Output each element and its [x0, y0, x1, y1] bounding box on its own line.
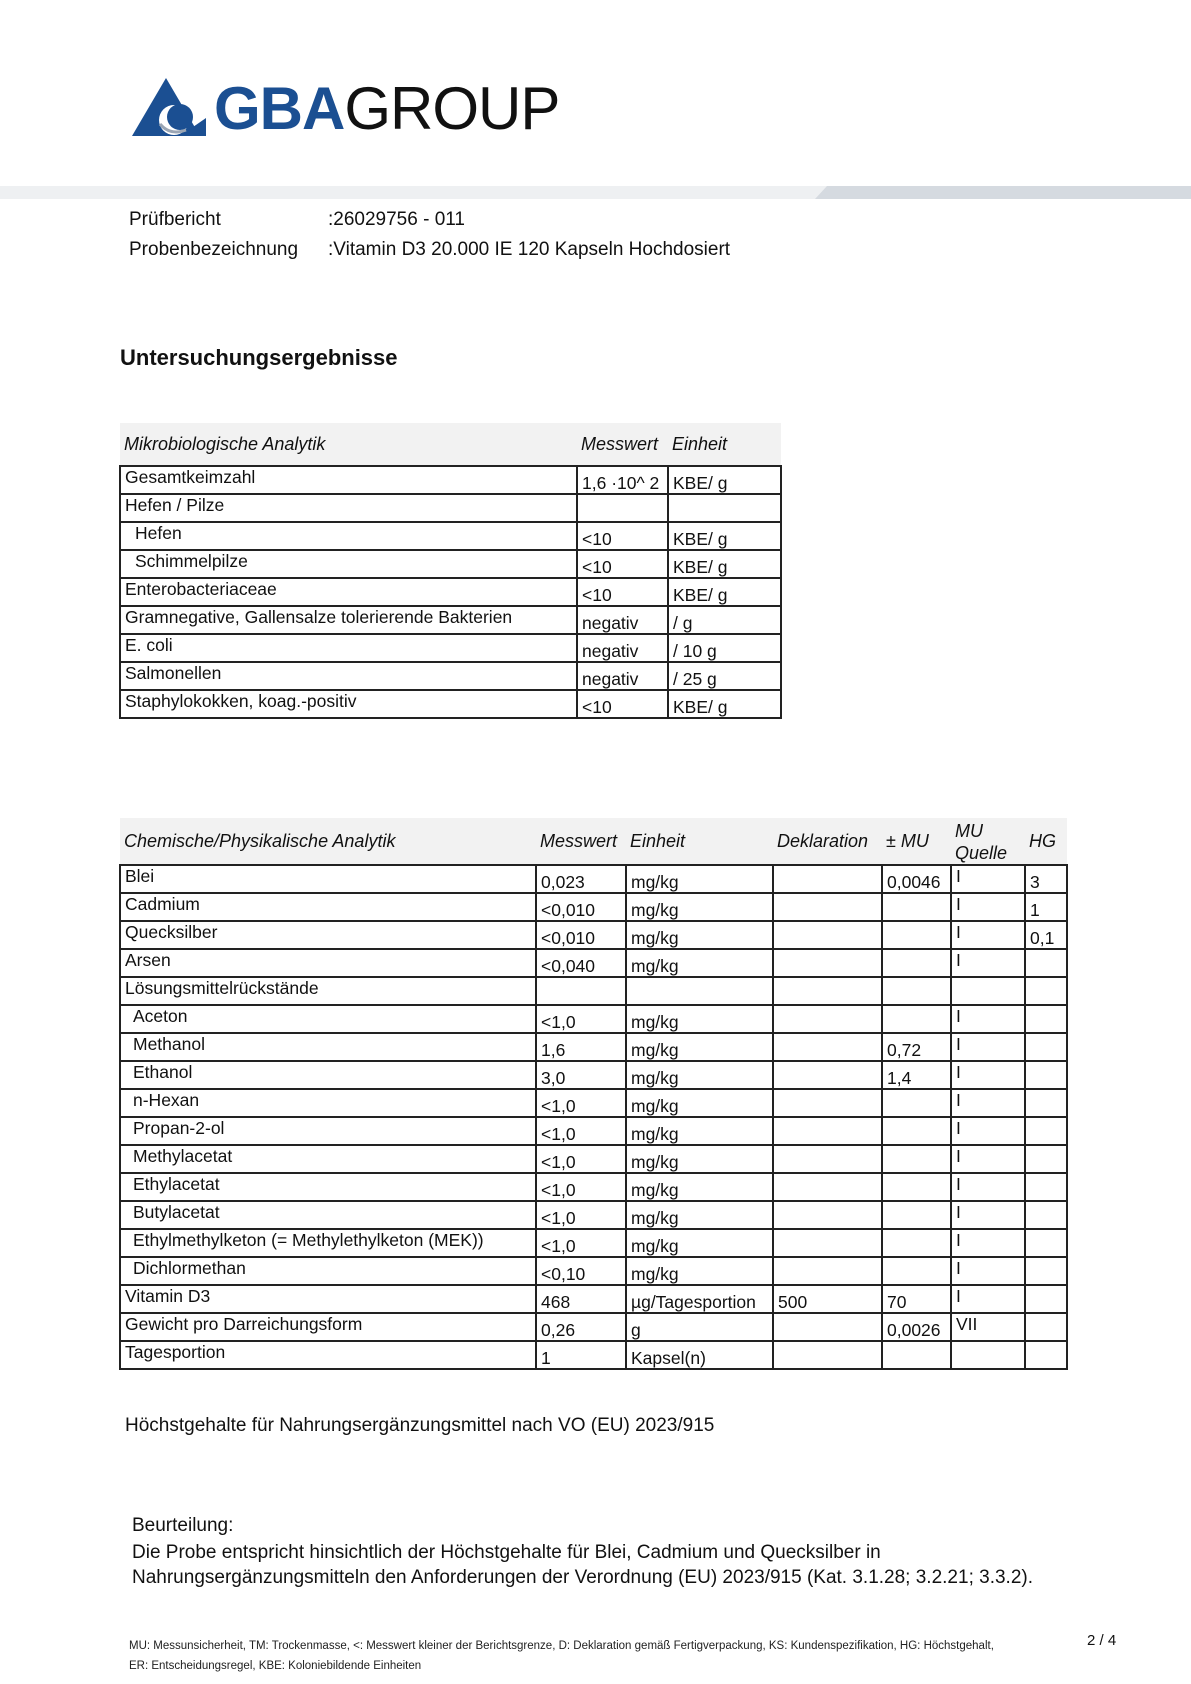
row-declaration	[773, 865, 882, 893]
row-mu	[882, 1005, 951, 1033]
footer-legend: MU: Messunsicherheit, TM: Trockenmasse, <: Messwert kleiner der Berichtsgrenze, D: Deklaration gemäß Fertigverpackung, KS: Kundenspezifikation, HG: Höchstgehalt, ER: Entscheidungsregel, KBE: Koloniebildende Einheiten	[129, 1640, 994, 1672]
row-mu-source: I	[951, 1061, 1025, 1089]
chem-header-decl: Deklaration	[773, 818, 882, 865]
row-value: <10	[577, 522, 668, 550]
row-hg	[1025, 1285, 1067, 1313]
row-mu: 0,0046	[882, 865, 951, 893]
row-mu-source: I	[951, 1145, 1025, 1173]
row-name: Ethylacetat	[120, 1173, 536, 1201]
table-row	[120, 634, 781, 662]
row-mu-source: I	[951, 1089, 1025, 1117]
row-value	[536, 977, 626, 1005]
logo-light: GROUP	[344, 75, 560, 142]
page-number: 2 / 4	[1087, 1632, 1117, 1649]
row-unit: mg/kg	[626, 1145, 773, 1173]
row-name: Blei	[120, 865, 536, 893]
row-mu-source: I	[951, 1201, 1025, 1229]
row-declaration	[773, 977, 882, 1005]
row-value: 3,0	[536, 1061, 626, 1089]
row-unit: KBE/ g	[668, 466, 781, 494]
row-mu	[882, 1257, 951, 1285]
row-hg	[1025, 949, 1067, 977]
row-unit	[668, 494, 781, 522]
row-name: Ethanol	[120, 1061, 536, 1089]
row-declaration	[773, 1033, 882, 1061]
table-row	[120, 1257, 1067, 1285]
row-mu-source: VII	[951, 1313, 1025, 1341]
header-band-accent	[815, 186, 1191, 199]
table-row	[120, 1089, 1067, 1117]
row-mu-source	[951, 1341, 1025, 1369]
row-name: Aceton	[120, 1005, 536, 1033]
row-declaration	[773, 1341, 882, 1369]
row-hg	[1025, 1005, 1067, 1033]
chem-header-row	[120, 818, 1067, 865]
row-unit: mg/kg	[626, 1089, 773, 1117]
row-mu: 0,72	[882, 1033, 951, 1061]
row-unit: Kapsel(n)	[626, 1341, 773, 1369]
assessment-label: Beurteilung:	[132, 1515, 234, 1536]
row-value: <1,0	[536, 1005, 626, 1033]
chem-table	[119, 818, 1068, 1370]
row-value: <10	[577, 578, 668, 606]
table-row	[120, 1173, 1067, 1201]
row-mu-source: I	[951, 1257, 1025, 1285]
table-row	[120, 662, 781, 690]
row-hg	[1025, 977, 1067, 1005]
row-mu-source: I	[951, 1033, 1025, 1061]
row-mu	[882, 1201, 951, 1229]
row-name: Quecksilber	[120, 921, 536, 949]
table-row	[120, 1285, 1067, 1313]
row-mu	[882, 1117, 951, 1145]
table-row	[120, 1313, 1067, 1341]
row-unit: mg/kg	[626, 1173, 773, 1201]
row-mu-source	[951, 977, 1025, 1005]
row-mu-source: I	[951, 1117, 1025, 1145]
row-hg	[1025, 1033, 1067, 1061]
row-name: Tagesportion	[120, 1341, 536, 1369]
row-declaration	[773, 893, 882, 921]
row-name: Enterobacteriaceae	[120, 578, 577, 606]
row-declaration	[773, 1257, 882, 1285]
chem-header-mu-source: MU Quelle	[951, 818, 1025, 865]
table-row	[120, 1117, 1067, 1145]
row-mu-source: I	[951, 949, 1025, 977]
row-value: 1	[536, 1341, 626, 1369]
row-declaration	[773, 1229, 882, 1257]
row-value: 0,26	[536, 1313, 626, 1341]
row-name: Vitamin D3	[120, 1285, 536, 1313]
row-name: Arsen	[120, 949, 536, 977]
row-value: <1,0	[536, 1201, 626, 1229]
report-label: Prüfbericht	[129, 209, 221, 230]
row-name: Hefen	[120, 522, 577, 550]
micro-header-row	[120, 423, 781, 466]
row-mu	[882, 1173, 951, 1201]
row-value: <1,0	[536, 1229, 626, 1257]
row-value: 1,6 ·10^ 2	[577, 466, 668, 494]
row-unit: mg/kg	[626, 1257, 773, 1285]
row-hg	[1025, 1257, 1067, 1285]
row-hg: 3	[1025, 865, 1067, 893]
row-hg: 1	[1025, 893, 1067, 921]
row-unit: mg/kg	[626, 865, 773, 893]
section-title: Untersuchungsergebnisse	[120, 345, 398, 370]
row-hg	[1025, 1089, 1067, 1117]
row-hg	[1025, 1313, 1067, 1341]
row-mu-source: I	[951, 1229, 1025, 1257]
row-mu-source: I	[951, 1285, 1025, 1313]
row-declaration	[773, 921, 882, 949]
row-unit: mg/kg	[626, 1033, 773, 1061]
table-row	[120, 1005, 1067, 1033]
row-declaration	[773, 1313, 882, 1341]
row-value: <0,040	[536, 949, 626, 977]
row-value: 1,6	[536, 1033, 626, 1061]
table-row	[120, 949, 1067, 977]
row-unit: KBE/ g	[668, 550, 781, 578]
row-value: <1,0	[536, 1173, 626, 1201]
micro-table	[119, 423, 782, 719]
logo-bold: GBA	[214, 75, 345, 142]
row-name: Butylacetat	[120, 1201, 536, 1229]
row-unit: mg/kg	[626, 1061, 773, 1089]
row-unit	[626, 977, 773, 1005]
row-unit: mg/kg	[626, 1005, 773, 1033]
chem-header-mu: ± MU	[882, 818, 951, 865]
row-value	[577, 494, 668, 522]
row-name: Propan-2-ol	[120, 1117, 536, 1145]
row-unit: g	[626, 1313, 773, 1341]
row-name: Gesamtkeimzahl	[120, 466, 577, 494]
row-name: Methanol	[120, 1033, 536, 1061]
row-mu: 1,4	[882, 1061, 951, 1089]
table-row	[120, 606, 781, 634]
row-declaration	[773, 1145, 882, 1173]
table-row	[120, 977, 1067, 1005]
row-value: negativ	[577, 634, 668, 662]
chem-header-hg: HG	[1025, 818, 1067, 865]
row-unit: / g	[668, 606, 781, 634]
row-unit: mg/kg	[626, 893, 773, 921]
row-mu	[882, 893, 951, 921]
row-value: 468	[536, 1285, 626, 1313]
table-row	[120, 522, 781, 550]
row-mu-source: I	[951, 1005, 1025, 1033]
table-row	[120, 921, 1067, 949]
table-row	[120, 1201, 1067, 1229]
report-value: :26029756 - 011	[328, 209, 465, 230]
chem-header-unit: Einheit	[626, 818, 773, 865]
row-mu	[882, 1229, 951, 1257]
assessment-text: Die Probe entspricht hinsichtlich der Höchstgehalte für Blei, Cadmium und Quecksilber in Nahrungsergänzungsmitteln den Anforderungen der Verordnung (EU) 2023/915 (Kat. 3.1.28; 3.2.21; 3.3.2).	[132, 1542, 1033, 1588]
row-hg	[1025, 1117, 1067, 1145]
row-value: <1,0	[536, 1145, 626, 1173]
table-row	[120, 690, 781, 718]
row-mu: 70	[882, 1285, 951, 1313]
row-hg	[1025, 1173, 1067, 1201]
row-hg	[1025, 1201, 1067, 1229]
row-declaration	[773, 1061, 882, 1089]
row-declaration: 500	[773, 1285, 882, 1313]
row-unit: mg/kg	[626, 1117, 773, 1145]
row-mu	[882, 921, 951, 949]
row-mu	[882, 1145, 951, 1173]
row-value: <1,0	[536, 1117, 626, 1145]
row-hg: 0,1	[1025, 921, 1067, 949]
row-hg	[1025, 1341, 1067, 1369]
row-unit: / 25 g	[668, 662, 781, 690]
row-value: <0,10	[536, 1257, 626, 1285]
row-unit: KBE/ g	[668, 578, 781, 606]
row-hg	[1025, 1145, 1067, 1173]
row-name: Lösungsmittelrückstände	[120, 977, 536, 1005]
row-name: n-Hexan	[120, 1089, 536, 1117]
row-value: <1,0	[536, 1089, 626, 1117]
row-name: Methylacetat	[120, 1145, 536, 1173]
row-unit: mg/kg	[626, 1229, 773, 1257]
row-declaration	[773, 1201, 882, 1229]
row-name: Cadmium	[120, 893, 536, 921]
micro-header-name: Mikrobiologische Analytik	[120, 423, 577, 466]
row-mu	[882, 1341, 951, 1369]
row-unit: / 10 g	[668, 634, 781, 662]
row-name: Hefen / Pilze	[120, 494, 577, 522]
row-mu	[882, 1089, 951, 1117]
row-mu: 0,0026	[882, 1313, 951, 1341]
chem-header-name: Chemische/Physikalische Analytik	[120, 818, 536, 865]
row-value: <10	[577, 690, 668, 718]
gba-triangle-logo-icon	[130, 78, 206, 140]
row-name: Ethylmethylketon (= Methylethylketon (MEK))	[120, 1229, 536, 1257]
row-unit: KBE/ g	[668, 522, 781, 550]
micro-header-unit: Einheit	[668, 423, 781, 466]
micro-header-value: Messwert	[577, 423, 668, 466]
row-hg	[1025, 1229, 1067, 1257]
table-row	[120, 466, 781, 494]
row-name: E. coli	[120, 634, 577, 662]
table-row	[120, 1061, 1067, 1089]
row-mu	[882, 977, 951, 1005]
table-row	[120, 1145, 1067, 1173]
table-row	[120, 1229, 1067, 1257]
row-name: Schimmelpilze	[120, 550, 577, 578]
sample-label: Probenbezeichnung	[129, 239, 299, 260]
row-declaration	[773, 1005, 882, 1033]
row-value: <0,010	[536, 893, 626, 921]
row-name: Gewicht pro Darreichungsform	[120, 1313, 536, 1341]
sample-value: :Vitamin D3 20.000 IE 120 Kapseln Hochdosiert	[328, 239, 731, 260]
chem-header-value: Messwert	[536, 818, 626, 865]
table-row	[120, 494, 781, 522]
row-declaration	[773, 1117, 882, 1145]
row-value: 0,023	[536, 865, 626, 893]
row-value: negativ	[577, 662, 668, 690]
row-declaration	[773, 1173, 882, 1201]
row-name: Gramnegative, Gallensalze tolerierende Bakterien	[120, 606, 577, 634]
row-mu-source: I	[951, 893, 1025, 921]
row-mu	[882, 949, 951, 977]
table-row	[120, 550, 781, 578]
table-row	[120, 865, 1067, 893]
row-mu-source: I	[951, 1173, 1025, 1201]
row-name: Staphylokokken, koag.-positiv	[120, 690, 577, 718]
row-declaration	[773, 1089, 882, 1117]
row-name: Dichlormethan	[120, 1257, 536, 1285]
logo-wordmark	[214, 74, 559, 144]
table-row	[120, 578, 781, 606]
table-row	[120, 893, 1067, 921]
row-value: <0,010	[536, 921, 626, 949]
table-row	[120, 1033, 1067, 1061]
row-mu-source: I	[951, 921, 1025, 949]
company-logo	[130, 75, 570, 144]
hoechst-note: Höchstgehalte für Nahrungsergänzungsmittel nach VO (EU) 2023/915	[125, 1415, 715, 1436]
row-unit: µg/Tagesportion	[626, 1285, 773, 1313]
row-mu-source: I	[951, 865, 1025, 893]
row-hg	[1025, 1061, 1067, 1089]
row-declaration	[773, 949, 882, 977]
table-row	[120, 1341, 1067, 1369]
row-name: Salmonellen	[120, 662, 577, 690]
row-value: negativ	[577, 606, 668, 634]
row-unit: mg/kg	[626, 1201, 773, 1229]
row-unit: mg/kg	[626, 949, 773, 977]
row-unit: KBE/ g	[668, 690, 781, 718]
row-unit: mg/kg	[626, 921, 773, 949]
row-value: <10	[577, 550, 668, 578]
